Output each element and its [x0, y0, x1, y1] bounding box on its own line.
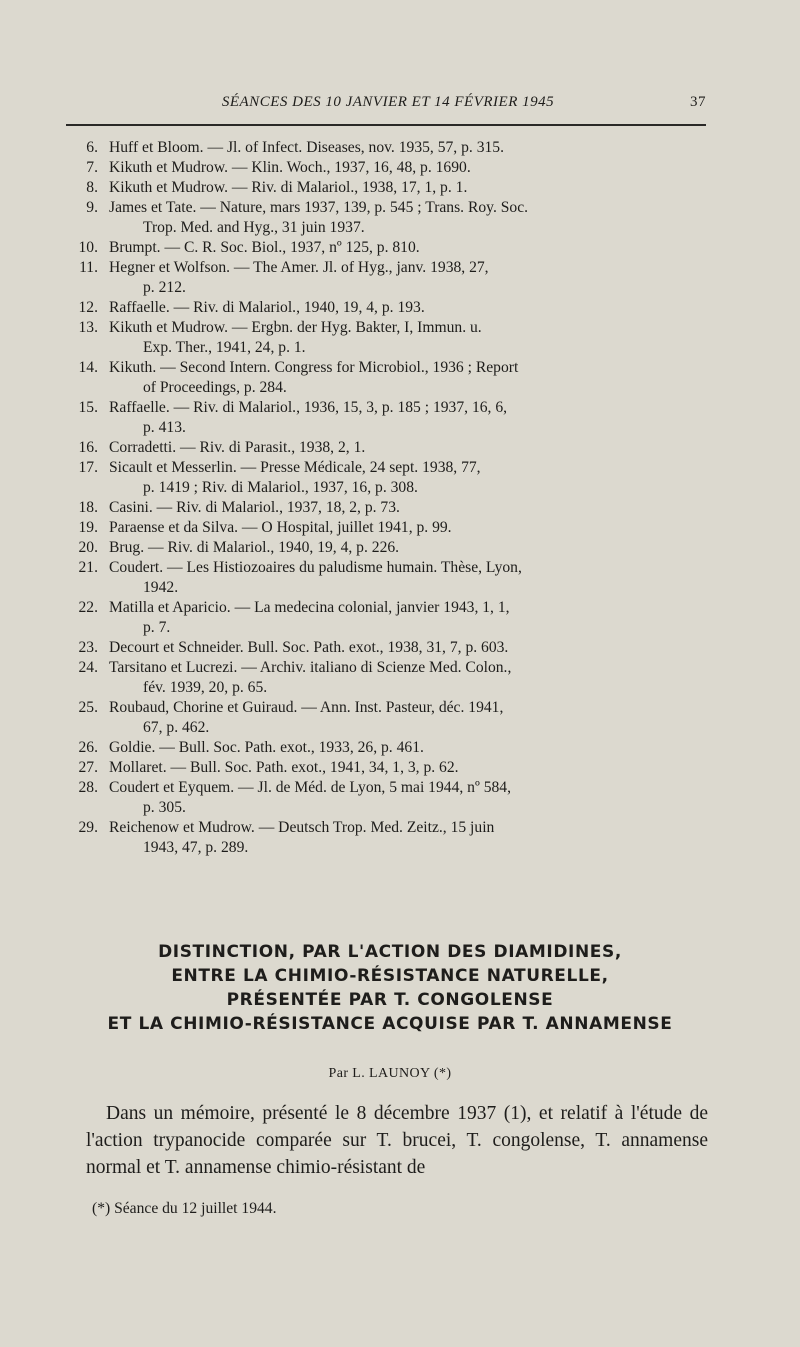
reference-item [68, 518, 708, 538]
reference-number: 23. [78, 639, 98, 656]
reference-text: Coudert. — Les Histiozoaires du paludisme humain. Thèse, Lyon, [109, 559, 522, 576]
article-title [66, 940, 714, 1036]
reference-text: 1942. [143, 579, 179, 596]
reference-number: 12. [78, 299, 98, 316]
reference-text: Casini. — Riv. di Malariol., 1937, 18, 2, p. 73. [109, 499, 400, 516]
reference-text: James et Tate. — Nature, mars 1937, 139, p. 545 ; Trans. Roy. Soc. [109, 199, 529, 216]
running-head-title: SÉANCES DES 10 JANVIER ET 14 FÉVRIER 1945 [221, 94, 555, 110]
reference-text: p. 1419 ; Riv. di Malariol., 1937, 16, p. 308. [143, 479, 418, 496]
reference-item [68, 558, 708, 598]
reference-number: 28. [78, 779, 98, 796]
page-number: 37 [690, 94, 706, 110]
reference-text: Huff et Bloom. — Jl. of Infect. Diseases, nov. 1935, 57, p. 315. [109, 139, 504, 156]
reference-item [68, 538, 708, 558]
reference-item [68, 318, 708, 358]
reference-number: 25. [78, 699, 98, 716]
body-paragraph: Dans un mémoire, présenté le 8 décembre 1937 (1), et relatif à l'étude de l'action trypanocide comparée sur T. brucei, T. congolense, T. annamense normal et T. annamense chimio-résistant de [86, 1103, 708, 1178]
reference-text: Raffaelle. — Riv. di Malariol., 1936, 15, 3, p. 185 ; 1937, 16, 6, [109, 399, 508, 416]
reference-text: Trop. Med. and Hyg., 31 juin 1937. [143, 219, 365, 236]
reference-number: 26. [78, 739, 98, 756]
reference-text: Coudert et Eyquem. — Jl. de Méd. de Lyon, 5 mai 1944, nº 584, [109, 779, 511, 796]
reference-item [68, 138, 708, 158]
reference-text: Matilla et Aparicio. — La medecina colonial, janvier 1943, 1, 1, [109, 599, 510, 616]
reference-text: Paraense et da Silva. — O Hospital, juillet 1941, p. 99. [109, 519, 452, 536]
article-title-line: DISTINCTION, PAR L'ACTION DES DIAMIDINES, [158, 942, 622, 962]
reference-item [68, 738, 708, 758]
reference-text: Raffaelle. — Riv. di Malariol., 1940, 19, 4, p. 193. [109, 299, 425, 316]
reference-number: 17. [78, 459, 98, 476]
reference-number: 20. [78, 539, 98, 556]
reference-text: Brug. — Riv. di Malariol., 1940, 19, 4, p. 226. [109, 539, 400, 556]
reference-text: Kikuth et Mudrow. — Klin. Woch., 1937, 16, 48, p. 1690. [109, 159, 471, 176]
reference-text: p. 7. [143, 619, 171, 636]
reference-number: 10. [78, 239, 98, 256]
reference-number: 27. [78, 759, 98, 776]
reference-number: 9. [86, 199, 98, 216]
reference-number: 14. [78, 359, 98, 376]
reference-item [68, 298, 708, 318]
reference-text: 67, p. 462. [143, 719, 210, 736]
reference-item [68, 458, 708, 498]
reference-item [68, 658, 708, 698]
reference-item [68, 498, 708, 518]
reference-item [68, 758, 708, 778]
reference-number: 13. [78, 319, 98, 336]
reference-item [68, 818, 708, 858]
reference-text: Roubaud, Chorine et Guiraud. — Ann. Inst. Pasteur, déc. 1941, [109, 699, 504, 716]
reference-item [68, 358, 708, 398]
reference-number: 7. [86, 159, 98, 176]
reference-number: 18. [78, 499, 98, 516]
reference-text: p. 212. [143, 279, 186, 296]
reference-text: Kikuth et Mudrow. — Riv. di Malariol., 1938, 17, 1, p. 1. [109, 179, 468, 196]
byline: Par L. LAUNOY (*) [328, 1066, 452, 1081]
reference-item [68, 258, 708, 298]
reference-item [68, 158, 708, 178]
reference-text: fév. 1939, 20, p. 65. [143, 679, 268, 696]
reference-text: Kikuth et Mudrow. — Ergbn. der Hyg. Bakter, I, Immun. u. [109, 319, 482, 336]
reference-item [68, 198, 708, 238]
reference-list [68, 138, 708, 858]
reference-text: p. 305. [143, 799, 186, 816]
reference-text: Corradetti. — Riv. di Parasit., 1938, 2, 1. [109, 439, 366, 456]
reference-number: 15. [78, 399, 98, 416]
reference-item [68, 698, 708, 738]
reference-text: Goldie. — Bull. Soc. Path. exot., 1933, 26, p. 461. [109, 739, 424, 756]
reference-number: 22. [78, 599, 98, 616]
reference-text: p. 413. [143, 419, 186, 436]
reference-number: 19. [78, 519, 98, 536]
reference-number: 6. [86, 139, 98, 156]
reference-text: 1943, 47, p. 289. [143, 839, 249, 856]
reference-text: Decourt et Schneider. Bull. Soc. Path. exot., 1938, 31, 7, p. 603. [109, 639, 509, 656]
article-title-line: ENTRE LA CHIMIO-RÉSISTANCE NATURELLE, [171, 966, 609, 986]
reference-text: Brumpt. — C. R. Soc. Biol., 1937, nº 125, p. 810. [109, 239, 420, 256]
reference-text: Mollaret. — Bull. Soc. Path. exot., 1941, 34, 1, 3, p. 62. [109, 759, 459, 776]
reference-item [68, 398, 708, 438]
reference-text: Hegner et Wolfson. — The Amer. Jl. of Hyg., janv. 1938, 27, [109, 259, 489, 276]
article-title-line: ET LA CHIMIO-RÉSISTANCE ACQUISE PAR T. ANNAMENSE [107, 1014, 673, 1034]
header-rule [66, 124, 706, 126]
reference-text: Exp. Ther., 1941, 24, p. 1. [143, 339, 306, 356]
reference-item [68, 178, 708, 198]
reference-number: 24. [78, 659, 98, 676]
article-title-line: PRÉSENTÉE PAR T. CONGOLENSE [226, 990, 554, 1010]
reference-text: Tarsitano et Lucrezi. — Archiv. italiano di Scienze Med. Colon., [109, 659, 512, 676]
reference-text: Sicault et Messerlin. — Presse Médicale, 24 sept. 1938, 77, [109, 459, 481, 476]
footnote: (*) Séance du 12 juillet 1944. [92, 1200, 277, 1217]
reference-item [68, 238, 708, 258]
reference-item [68, 778, 708, 818]
reference-number: 29. [78, 819, 98, 836]
reference-item [68, 638, 708, 658]
reference-item [68, 598, 708, 638]
reference-number: 8. [86, 179, 98, 196]
reference-item [68, 438, 708, 458]
reference-number: 16. [78, 439, 98, 456]
reference-number: 11. [79, 259, 98, 276]
reference-text: Kikuth. — Second Intern. Congress for Microbiol., 1936 ; Report [109, 359, 519, 376]
reference-text: of Proceedings, p. 284. [143, 379, 287, 396]
reference-text: Reichenow et Mudrow. — Deutsch Trop. Med. Zeitz., 15 juin [109, 819, 495, 836]
reference-number: 21. [78, 559, 98, 576]
